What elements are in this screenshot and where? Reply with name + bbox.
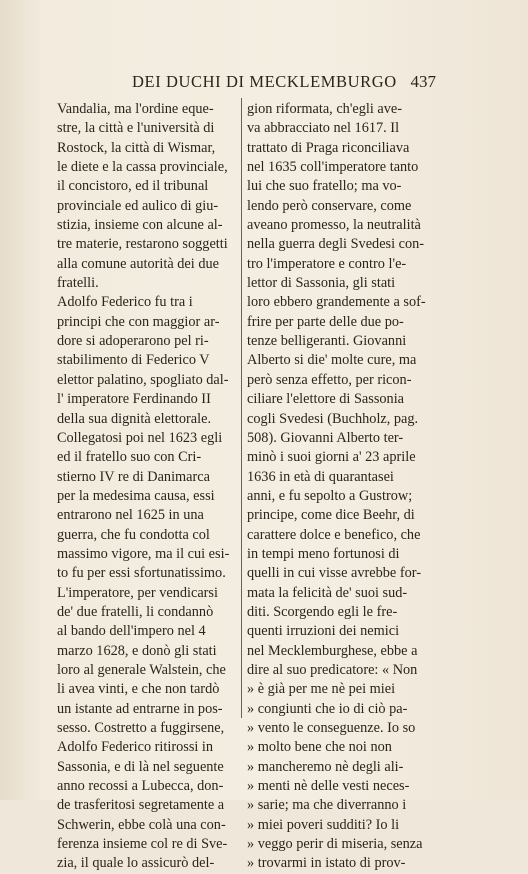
text-line: frire per parte delle due po- [247, 313, 404, 330]
text-line: anni, e fu sepolto a Gustrow; [247, 487, 413, 504]
text-line: de trasferitosi segretamente a [57, 797, 225, 814]
text-line: nella guerra degli Svedesi con- [247, 236, 425, 253]
text-line: marzo 1628, e donò gli stati [57, 642, 217, 659]
text-line: » miei poveri sudditi? Io li [247, 816, 400, 833]
text-line: le diete e la cassa provinciale, [57, 159, 228, 176]
text-line: provinciale ed aulico di giu- [57, 197, 219, 214]
left-text-column [57, 100, 237, 874]
text-line: » trovarmi in istato di prov- [247, 855, 406, 872]
text-line: stre, la città e l'università di [57, 120, 215, 137]
text-line: 1636 in età di quarantasei [247, 468, 394, 485]
text-line: guerra, che fu condotta col [57, 526, 210, 543]
right-text-column [247, 100, 432, 874]
text-line: Schwerin, ebbe colà una con- [57, 816, 226, 833]
text-line: lui che suo fratello; ma vo- [247, 178, 402, 195]
text-line: cogli Svedesi (Buchholz, pag. [247, 410, 419, 427]
text-line: tro l'imperatore e contro l'e- [247, 255, 407, 272]
text-line: aveano promesso, la neutralità [247, 217, 421, 234]
text-line: to fu per essi sfortunatissimo. [57, 565, 226, 582]
text-line: va abbracciato nel 1617. Il [247, 120, 400, 137]
text-line: loro ebbero grandemente a sof- [247, 294, 426, 311]
text-line: della sua dignità elettorale. [57, 410, 212, 427]
text-line: Alberto si die' molte cure, ma [247, 352, 417, 369]
text-line: lettor di Sassonia, gli stati [247, 275, 396, 292]
text-line: de' due fratelli, li condannò [57, 603, 214, 620]
text-line: il concistoro, ed il tribunal [57, 178, 209, 195]
text-line: » sarie; ma che diverranno i [247, 797, 407, 814]
text-line: elettor palatino, spogliato dal- [57, 371, 229, 388]
text-line: Collegatosi poi nel 1623 egli [57, 429, 223, 446]
text-line: anno recossi a Lubecca, don- [57, 778, 224, 795]
text-line: minò i suoi giorni a' 23 aprile [247, 449, 416, 466]
text-line: ciliare l'elettore di Sassonia [247, 391, 405, 408]
text-line: in tempi meno fortunosi di [247, 545, 400, 562]
text-line: » congiunti che io di ciò pa- [247, 700, 408, 717]
text-line: Adolfo Federico fu tra i [57, 294, 193, 311]
text-line: tre materie, restarono soggetti [57, 236, 228, 253]
text-line: » vento le conseguenze. Io so [247, 720, 416, 736]
text-line: Adolfo Federico ritirossi in [57, 739, 214, 756]
text-line: » è già per me nè pei miei [247, 681, 396, 698]
text-line: Sassonia, e di là nel seguente [57, 758, 224, 775]
text-line: » menti nè delle vesti neces- [247, 778, 410, 795]
text-line: ferenza insieme col re di Sve- [57, 836, 228, 853]
text-line: stierno IV re di Danimarca [57, 468, 210, 485]
text-line: quelli in cui visse avrebbe for- [247, 565, 421, 582]
text-line: principi che con maggior ar- [57, 313, 220, 330]
text-line: stizia, insieme con alcune al- [57, 217, 223, 234]
text-line: gion riformata, ch'egli ave- [247, 101, 403, 117]
text-line: sesso. Costretto a fuggirsene, [57, 720, 225, 736]
text-line: diti. Scorgendo egli le fre- [247, 603, 398, 620]
text-line: ed il fratello suo con Cri- [57, 449, 202, 466]
text-line: stabilimento di Federico V [57, 352, 210, 369]
text-line: dore si adoperarono pel ri- [57, 333, 209, 350]
text-line: massimo vigore, ma il cui esi- [57, 545, 230, 562]
text-line: zia, il quale lo assicurò del- [57, 855, 215, 872]
running-title: DEI DUCHI DI MECKLEMBURGO [132, 72, 397, 91]
text-line: 508). Giovanni Alberto ter- [247, 429, 404, 446]
text-line: Vandalia, ma l'ordine eque- [57, 101, 214, 117]
text-line: » veggo perir di miseria, senza [247, 836, 423, 853]
text-line: li avea vinti, e che non tardò [57, 681, 220, 698]
text-line: tenze belligeranti. Giovanni [247, 333, 407, 350]
text-line: » molto bene che noi non [247, 739, 392, 756]
column-divider [241, 98, 242, 718]
text-line: al bando dell'impero nel 4 [57, 623, 206, 640]
text-line: un istante ad entrarne in pos- [57, 700, 223, 717]
text-line: mata la felicità de' suoi sud- [247, 584, 408, 601]
page-header [122, 72, 436, 94]
text-line: lendo però conservare, come [247, 197, 412, 214]
text-line: alla comune autorità dei due [57, 255, 219, 272]
text-line: entrarono nel 1625 in una [57, 507, 204, 524]
text-line: per la medesima causa, essi [57, 487, 215, 504]
text-line: dire al suo predicatore: « Non [247, 661, 418, 678]
text-line: » mancheremo nè degli ali- [247, 758, 404, 775]
text-line: però senza effetto, per ricon- [247, 371, 412, 388]
text-line: carattere dolce e benefico, che [247, 526, 421, 543]
text-line: principe, come dice Beehr, di [247, 507, 415, 524]
text-line: loro al generale Walstein, che [57, 661, 226, 678]
page-number: 437 [410, 72, 436, 91]
text-line: Rostock, la città di Wismar, [57, 139, 216, 156]
text-line: L'imperatore, per vendicarsi [57, 584, 218, 601]
text-line: trattato di Praga riconciliava [247, 139, 410, 156]
text-line: quenti irruzioni dei nemici [247, 623, 400, 640]
text-line: nel Mecklemburghese, ebbe a [247, 642, 418, 659]
text-line: l' imperatore Ferdinando II [57, 391, 211, 408]
text-line: fratelli. [57, 275, 99, 292]
text-line: nel 1635 coll'imperatore tanto [247, 159, 419, 176]
